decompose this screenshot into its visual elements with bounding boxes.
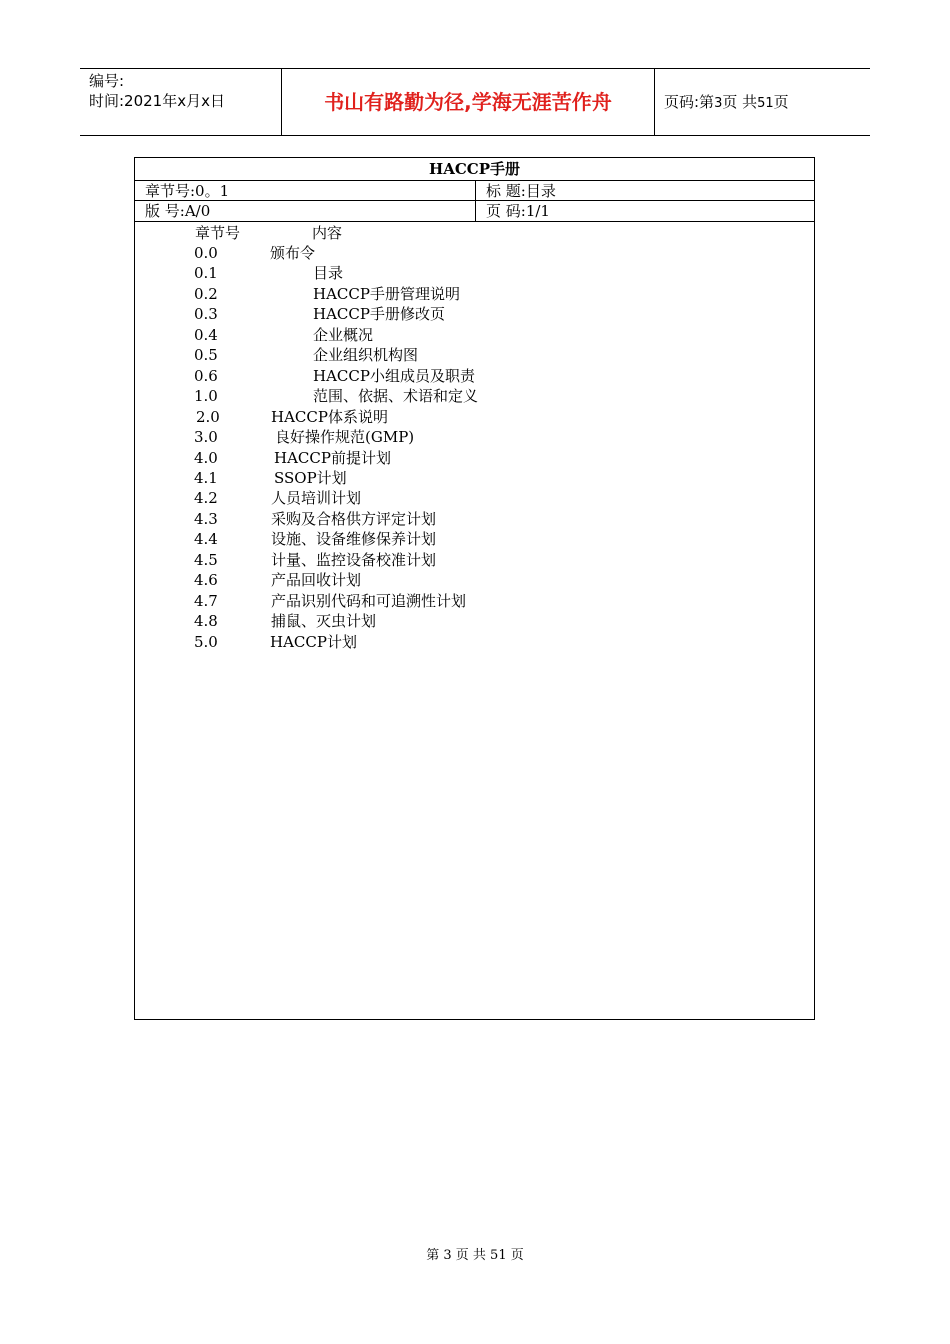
toc-item xyxy=(135,488,814,508)
page-current: 3 xyxy=(714,96,723,111)
header-page-indicator xyxy=(655,69,870,135)
toc-item-text: 良好操作规范(GMP) xyxy=(275,428,415,447)
header-motto: 书山有路勤为径,学海无涯苦作舟 xyxy=(281,69,655,135)
toc-header xyxy=(135,223,814,243)
toc-item-number: 4.0 xyxy=(194,448,218,467)
toc-header-content: 内容 xyxy=(312,224,343,242)
page-mid: 页 共 xyxy=(722,93,758,111)
document-title: HACCP手册 xyxy=(135,158,814,181)
toc-item-text: HACCP手册管理说明 xyxy=(313,284,460,303)
toc-item-number: 0.0 xyxy=(194,244,218,262)
toc-item xyxy=(135,407,814,427)
toc-item-text: HACCP手册修改页 xyxy=(313,305,445,324)
toc-item-number: 1.0 xyxy=(194,387,218,406)
toc-item xyxy=(135,304,814,324)
page-code: 页 码:1/1 xyxy=(486,202,550,220)
toc-item-number: 4.6 xyxy=(194,571,218,590)
toc-item-number: 0.1 xyxy=(194,264,218,283)
toc-item-number: 0.4 xyxy=(194,325,218,344)
version-number: 版 号:A/0 xyxy=(135,201,476,221)
info-row-1 xyxy=(135,181,814,201)
toc-item-number: 3.0 xyxy=(194,428,218,447)
toc-item xyxy=(135,386,814,406)
toc-item xyxy=(135,611,814,631)
toc-item xyxy=(135,509,814,529)
toc-item-text: 目录 xyxy=(313,264,344,283)
toc-item xyxy=(135,284,814,304)
toc-item-number: 5.0 xyxy=(194,632,218,651)
page-footer: 第 3 页 共 51 页 xyxy=(426,1248,524,1263)
toc-header-number: 章节号 xyxy=(195,224,241,242)
chapter-number: 章节号:0。1 xyxy=(135,181,476,200)
toc-item-text: 范围、依据、术语和定义 xyxy=(313,387,479,406)
subject-title: 标 题:目录 xyxy=(486,182,556,200)
toc-item-text: 采购及合格供方评定计划 xyxy=(271,509,437,528)
toc-item-text: 设施、设备维修保养计划 xyxy=(271,530,437,549)
toc-item-number: 4.3 xyxy=(194,509,218,528)
toc-item-number: 4.4 xyxy=(194,530,218,549)
toc-item-text: HACCP前提计划 xyxy=(274,448,391,467)
document-table xyxy=(134,157,815,1020)
toc-item-text: 颁布令 xyxy=(270,244,316,262)
document-number-label: 编号: xyxy=(89,72,125,90)
page-header xyxy=(80,68,870,136)
toc-item-text: HACCP体系说明 xyxy=(271,407,388,426)
toc-item xyxy=(135,550,814,570)
toc-item xyxy=(135,448,814,468)
toc-item xyxy=(135,243,814,263)
toc-item-text: 捕鼠、灭虫计划 xyxy=(271,612,377,631)
toc-item-text: 企业组织机构图 xyxy=(313,346,419,365)
toc-item-text: HACCP小组成员及职责 xyxy=(313,366,475,385)
toc-item xyxy=(135,529,814,549)
toc-item xyxy=(135,632,814,652)
toc-item-number: 4.5 xyxy=(194,550,218,569)
document-time-label: 时间:2021年x月x日 xyxy=(89,92,225,110)
toc-item-text: 产品识别代码和可追溯性计划 xyxy=(271,591,467,610)
toc-item-number: 4.2 xyxy=(194,489,218,508)
toc-item-number: 4.8 xyxy=(194,612,218,631)
page-prefix: 页码:第 xyxy=(664,93,715,111)
toc-item xyxy=(135,427,814,447)
toc-item xyxy=(135,325,814,345)
toc-item-text: SSOP计划 xyxy=(274,468,347,487)
toc-item-number: 4.1 xyxy=(194,468,218,487)
header-meta xyxy=(80,69,281,135)
toc-item xyxy=(135,263,814,283)
toc-item xyxy=(135,468,814,488)
toc-item-number: 0.2 xyxy=(194,284,218,303)
toc-item xyxy=(135,366,814,386)
toc-item-number: 2.0 xyxy=(196,407,220,426)
toc-item xyxy=(135,345,814,365)
page-suffix: 页 xyxy=(773,93,789,111)
toc-item-number: 4.7 xyxy=(194,591,218,610)
toc-item-number: 0.3 xyxy=(194,305,218,324)
toc-item-text: 人员培训计划 xyxy=(271,489,362,508)
toc-item-text: 计量、监控设备校准计划 xyxy=(271,550,437,569)
toc-item xyxy=(135,591,814,611)
page-total: 51 xyxy=(757,96,774,111)
toc-item xyxy=(135,570,814,590)
toc-item-text: 产品回收计划 xyxy=(271,571,362,590)
info-row-2 xyxy=(135,201,814,222)
toc-item-number: 0.6 xyxy=(194,366,218,385)
toc-item-text: 企业概况 xyxy=(313,325,374,344)
toc-item-number: 0.5 xyxy=(194,346,218,365)
toc-item-text: HACCP计划 xyxy=(270,632,357,651)
